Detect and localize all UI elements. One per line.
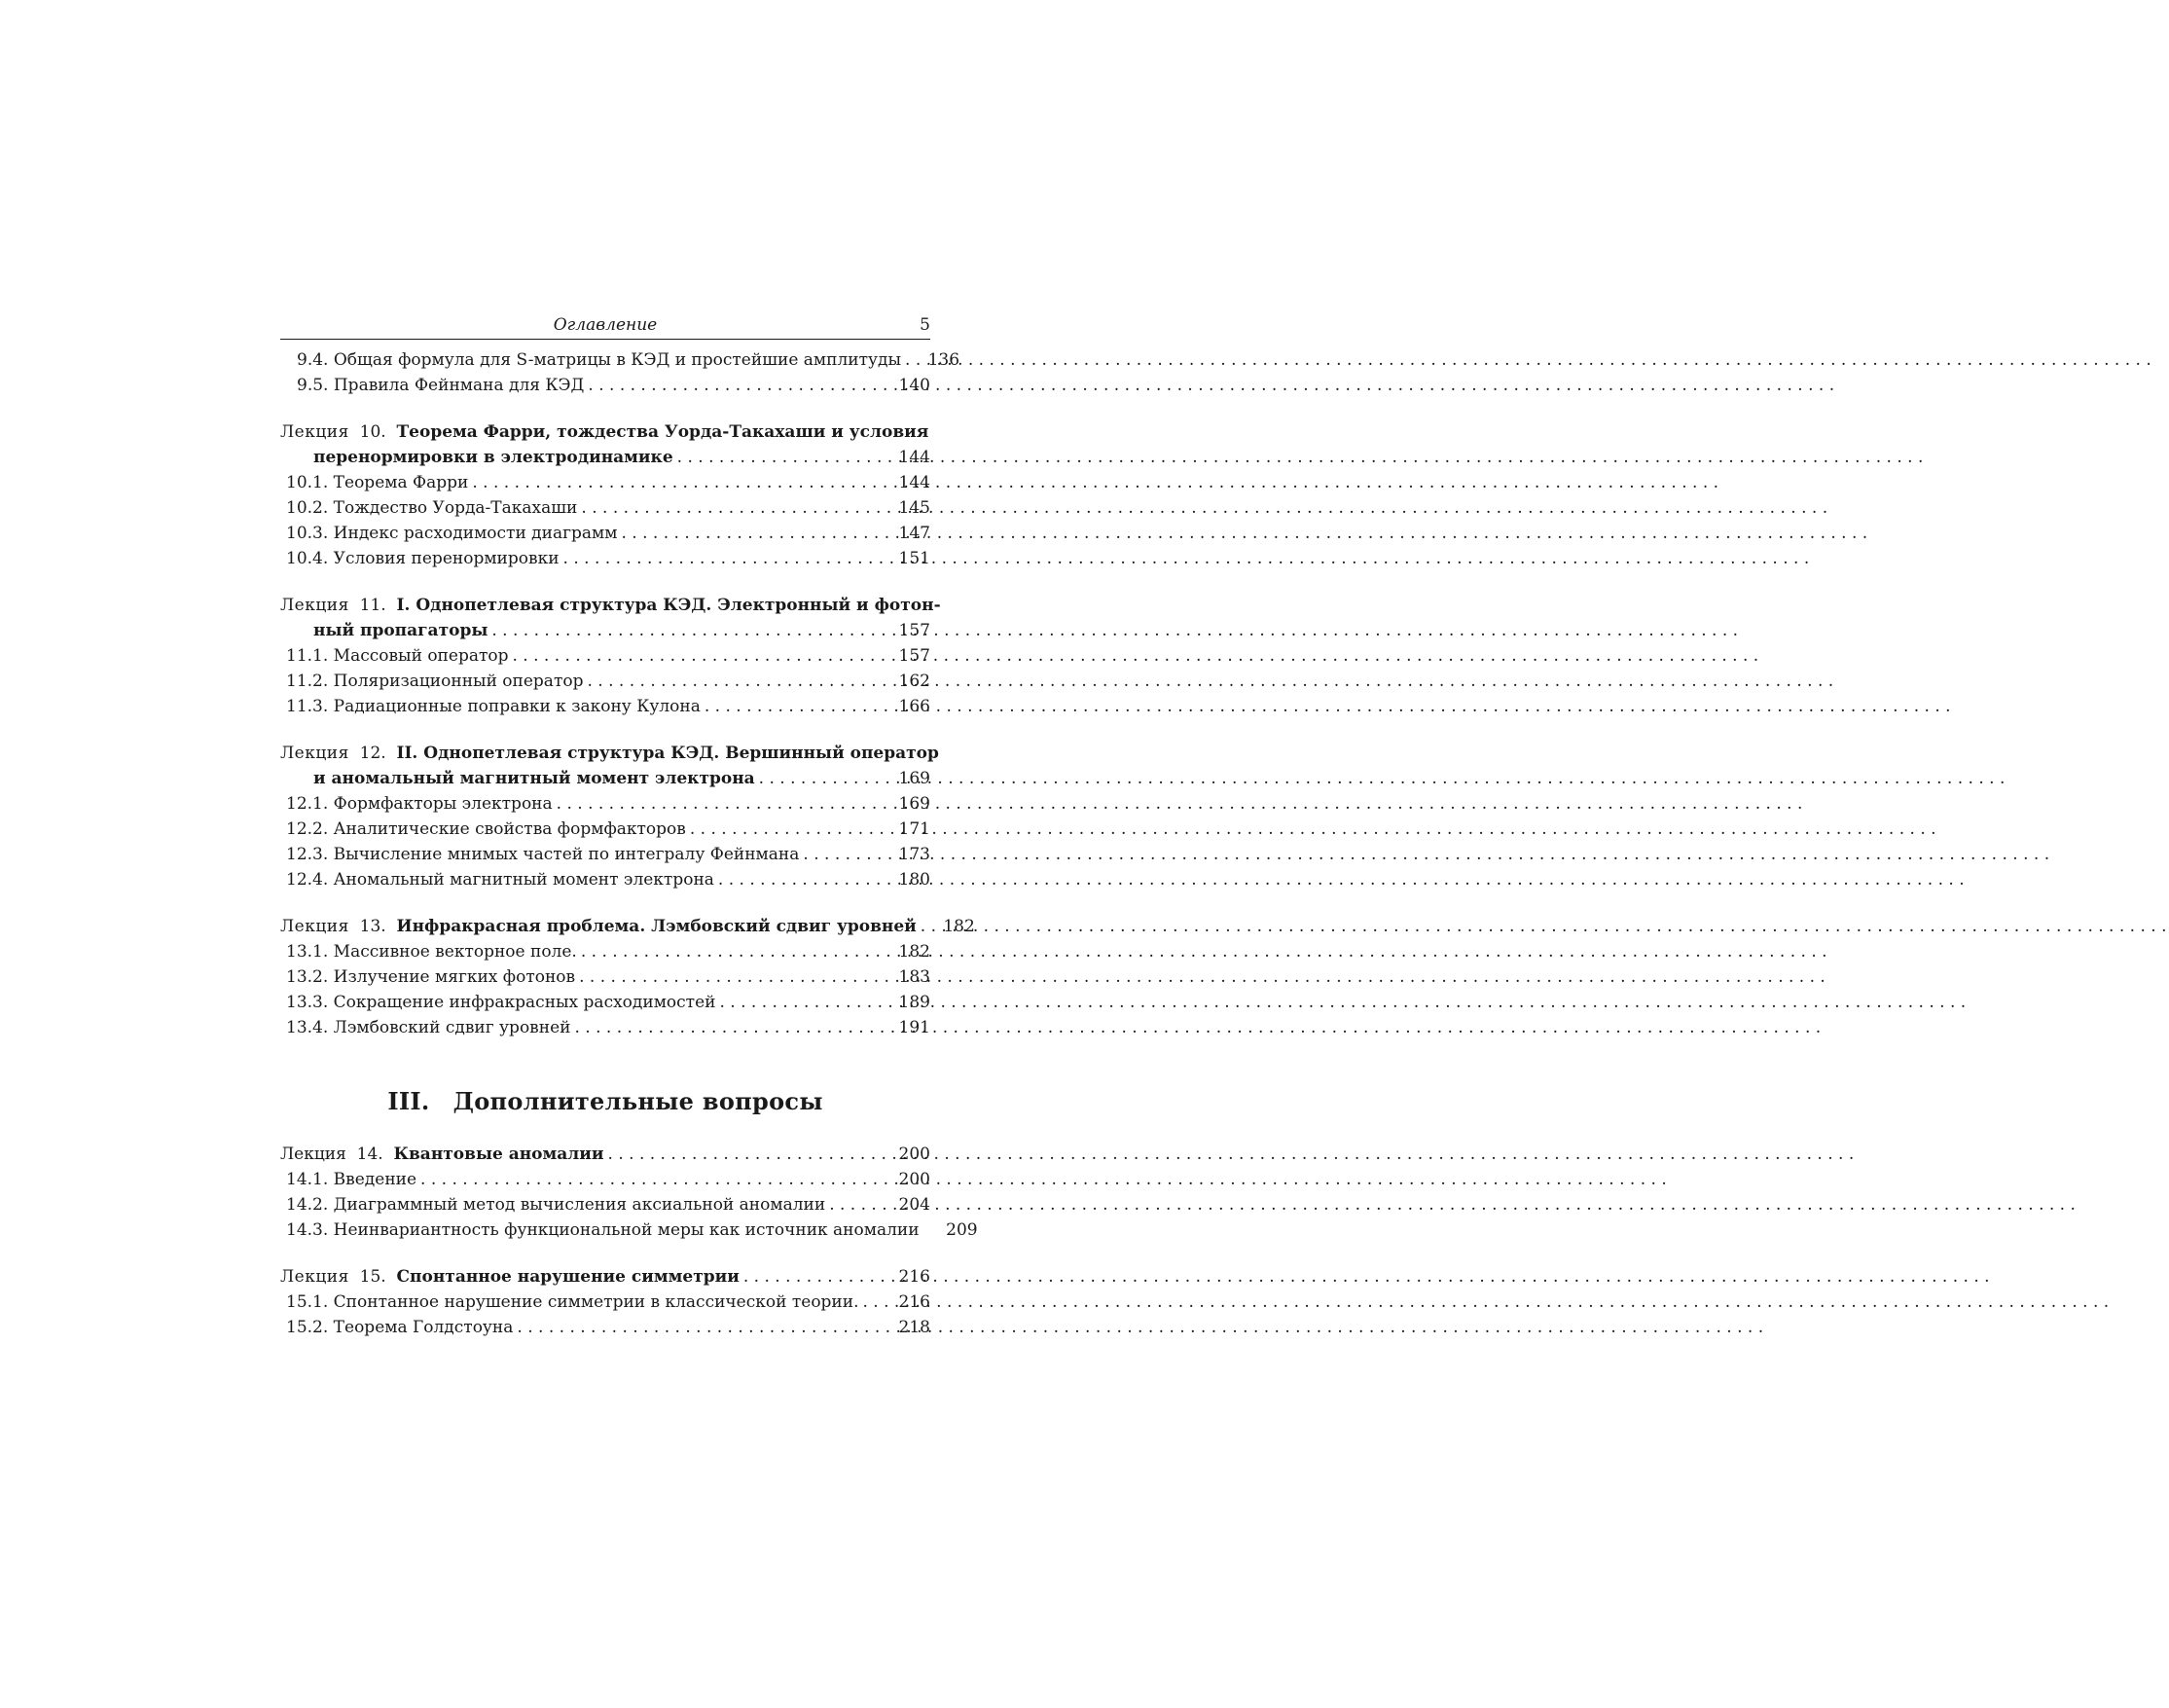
section-number: 15.2. <box>286 1318 329 1337</box>
page-number: 5 <box>920 315 930 335</box>
toc-entry[interactable] <box>280 373 930 398</box>
toc-entry[interactable] <box>280 1015 930 1040</box>
lecture-title: Спонтанное нарушение симметрии <box>396 1267 740 1287</box>
section-page: 169 <box>898 794 930 814</box>
leader-dots <box>718 867 887 892</box>
section-title: Спонтанное нарушение симметрии в классической теории. <box>333 1292 859 1312</box>
lecture-label: Лекция <box>280 917 349 936</box>
leader-dots <box>829 1192 887 1217</box>
section-page: 173 <box>898 845 930 864</box>
leader-dots <box>513 643 888 669</box>
section-page: 147 <box>898 524 930 543</box>
lecture-title-continued: перенормировки в электродинамике <box>313 448 673 467</box>
leader-dots <box>719 990 887 1015</box>
lecture-11 <box>280 593 941 719</box>
toc-entry[interactable] <box>280 939 930 964</box>
running-header <box>280 311 930 340</box>
section-number: 12.1. <box>286 794 329 814</box>
section-page: 136 <box>927 350 960 370</box>
toc-entry[interactable] <box>280 546 930 571</box>
lecture-number: 12. <box>359 744 386 763</box>
leader-dots <box>420 1167 887 1192</box>
leader-dots <box>579 964 887 990</box>
lecture-heading-continued[interactable] <box>280 445 930 470</box>
lecture-number: 10. <box>359 422 386 442</box>
lecture-number: 13. <box>359 917 386 936</box>
toc-entry[interactable] <box>280 521 930 546</box>
lecture-title: I. Однопетлевая структура КЭД. Электронный и фотон- <box>396 596 941 615</box>
section-page: 157 <box>898 646 930 666</box>
toc-page <box>280 311 978 1340</box>
section-page: 191 <box>898 1018 930 1037</box>
section-title: Теорема Голдстоуна <box>333 1318 514 1337</box>
toc-entry[interactable] <box>280 1217 978 1243</box>
section-title: Общая формула для S-матрицы в КЭД и простейшие амплитуды <box>333 350 902 370</box>
running-title: Оглавление <box>553 315 658 335</box>
leader-dots <box>581 939 887 964</box>
leader-dots <box>863 1290 888 1315</box>
section-title: Индекс расходимости диаграмм <box>333 524 618 543</box>
section-page: 162 <box>898 672 930 691</box>
toc-entry[interactable] <box>280 990 930 1015</box>
section-page: 140 <box>898 376 930 395</box>
section-page: 218 <box>898 1318 930 1337</box>
leader-dots <box>563 546 887 571</box>
lecture-title: Теорема Фарри, тождества Уорда-Такахаши и условия <box>396 422 929 442</box>
toc-entry[interactable] <box>280 643 930 669</box>
lecture-label: Лекция <box>280 1145 346 1164</box>
lecture-number: 11. <box>359 596 386 615</box>
toc-entry[interactable] <box>280 694 930 719</box>
section-number: 12.2. <box>286 819 329 839</box>
section-page: 200 <box>898 1170 930 1189</box>
leader-dots <box>921 914 932 939</box>
part-number: III. <box>387 1087 430 1115</box>
leader-dots <box>574 1015 887 1040</box>
section-page: 180 <box>898 870 930 890</box>
lecture-label: Лекция <box>280 596 349 615</box>
section-title: Поляризационный оператор <box>333 672 584 691</box>
section-title: Массовый оператор <box>333 646 509 666</box>
lecture-page: 182 <box>943 917 975 936</box>
section-title: Введение <box>333 1170 417 1189</box>
section-title: Вычисление мнимых частей по интегралу Фейнмана <box>333 845 800 864</box>
section-title: Массивное векторное поле. <box>333 942 577 962</box>
leader-dots <box>587 669 887 694</box>
section-number: 10.3. <box>286 524 329 543</box>
lecture-12 <box>280 741 939 892</box>
lecture-heading-continued[interactable] <box>280 766 930 791</box>
toc-entry[interactable] <box>280 867 930 892</box>
table-of-contents <box>280 347 978 1340</box>
lecture-heading[interactable] <box>280 741 939 766</box>
section-number: 10.1. <box>286 473 329 492</box>
lecture-title-continued: и аномальный магнитный момент электрона <box>313 769 755 788</box>
section-number: 12.3. <box>286 845 329 864</box>
section-page: 151 <box>898 549 930 568</box>
lecture-13 <box>280 914 975 1040</box>
toc-entry[interactable] <box>280 964 930 990</box>
section-title: Теорема Фарри <box>333 473 469 492</box>
lecture-page: 169 <box>898 769 930 788</box>
toc-entry[interactable] <box>280 1315 930 1340</box>
section-number: 13.3. <box>286 993 329 1012</box>
section-title: Лэмбовский сдвиг уровней <box>333 1018 571 1037</box>
part-heading[interactable] <box>280 1089 930 1114</box>
section-page: 209 <box>946 1220 978 1240</box>
section-title: Излучение мягких фотонов <box>333 967 576 987</box>
lecture-number: 14. <box>356 1145 383 1164</box>
lecture-title: Квантовые аномалии <box>393 1145 604 1164</box>
toc-entry[interactable] <box>280 817 930 842</box>
toc-entry[interactable] <box>280 470 930 495</box>
lecture-page: 157 <box>898 621 930 640</box>
section-number: 13.4. <box>286 1018 329 1037</box>
toc-entry[interactable] <box>280 842 930 867</box>
leader-dots <box>705 694 887 719</box>
lecture-heading[interactable] <box>280 1142 930 1167</box>
toc-entry[interactable] <box>280 669 930 694</box>
lecture-label: Лекция <box>280 422 349 442</box>
section-page: 183 <box>898 967 930 987</box>
lecture-label: Лекция <box>280 744 349 763</box>
section-title: Формфакторы электрона <box>333 794 553 814</box>
leader-dots <box>517 1315 887 1340</box>
leader-dots <box>622 521 888 546</box>
leader-dots <box>677 445 887 470</box>
lecture-title-continued: ный пропагаторы <box>313 621 488 640</box>
toc-entry[interactable] <box>280 1290 930 1315</box>
section-number: 15.1. <box>286 1292 329 1312</box>
toc-entry[interactable] <box>280 495 930 521</box>
lecture-heading[interactable] <box>280 914 975 939</box>
section-page: 171 <box>898 819 930 839</box>
part-title: Дополнительные вопросы <box>452 1087 823 1115</box>
section-title: Диаграммный метод вычисления аксиальной аномалии <box>333 1195 826 1215</box>
lecture-10 <box>280 419 930 571</box>
section-number: 14.1. <box>286 1170 329 1189</box>
section-page: 216 <box>898 1292 930 1312</box>
lecture-title: Инфракрасная проблема. Лэмбовский сдвиг уровней <box>396 917 917 936</box>
lecture-number: 15. <box>359 1267 386 1287</box>
section-page: 204 <box>898 1195 930 1215</box>
section-title: Сокращение инфракрасных расходимостей <box>333 993 716 1012</box>
section-number: 14.3. <box>286 1220 329 1240</box>
leader-dots <box>491 618 887 643</box>
section-number: 13.2. <box>286 967 329 987</box>
lecture-page: 216 <box>898 1267 930 1287</box>
leader-dots <box>608 1142 887 1167</box>
lecture-heading[interactable] <box>280 419 930 445</box>
lecture-heading-continued[interactable] <box>280 618 930 643</box>
lecture-15 <box>280 1264 930 1340</box>
lecture-page: 200 <box>898 1145 930 1164</box>
section-number: 9.4. <box>297 350 329 370</box>
toc-entry[interactable] <box>280 347 960 373</box>
section-title: Правила Фейнмана для КЭД <box>333 376 585 395</box>
section-number: 9.5. <box>297 376 329 395</box>
leader-dots <box>581 495 887 521</box>
section-number: 14.2. <box>286 1195 329 1215</box>
lecture-14 <box>280 1142 978 1243</box>
leader-dots <box>557 791 887 817</box>
section-number: 11.2. <box>286 672 329 691</box>
toc-entry[interactable] <box>280 1167 930 1192</box>
section-number: 10.2. <box>286 498 329 518</box>
section-page: 144 <box>898 473 930 492</box>
lecture-label: Лекция <box>280 1267 349 1287</box>
lecture-title: II. Однопетлевая структура КЭД. Вершинный оператор <box>396 744 939 763</box>
section-title: Аналитические свойства формфакторов <box>333 819 686 839</box>
section-number: 10.4. <box>286 549 329 568</box>
section-number: 13.1. <box>286 942 329 962</box>
section-title: Аномальный магнитный момент электрона <box>333 870 714 890</box>
section-page: 145 <box>898 498 930 518</box>
leader-dots <box>472 470 887 495</box>
leader-dots <box>803 842 887 867</box>
section-page: 189 <box>898 993 930 1012</box>
lecture-page: 144 <box>898 448 930 467</box>
leader-dots <box>905 347 917 373</box>
section-number: 11.1. <box>286 646 329 666</box>
section-page: 182 <box>898 942 930 962</box>
leader-dots <box>759 766 887 791</box>
section-number: 12.4. <box>286 870 329 890</box>
section-title: Тождество Уорда-Такахаши <box>333 498 578 518</box>
leader-dots <box>588 373 887 398</box>
section-number: 11.3. <box>286 697 329 716</box>
section-title: Неинвариантность функциональной меры как источник аномалии <box>333 1220 920 1240</box>
lecture-heading[interactable] <box>280 593 941 618</box>
toc-entry[interactable] <box>280 1192 930 1217</box>
lecture-9-continued <box>280 347 960 398</box>
section-page: 166 <box>898 697 930 716</box>
leader-dots <box>690 817 887 842</box>
lecture-heading[interactable] <box>280 1264 930 1290</box>
toc-entry[interactable] <box>280 791 930 817</box>
leader-dots <box>743 1264 887 1290</box>
section-title: Условия перенормировки <box>333 549 560 568</box>
section-title: Радиационные поправки к закону Кулона <box>333 697 701 716</box>
